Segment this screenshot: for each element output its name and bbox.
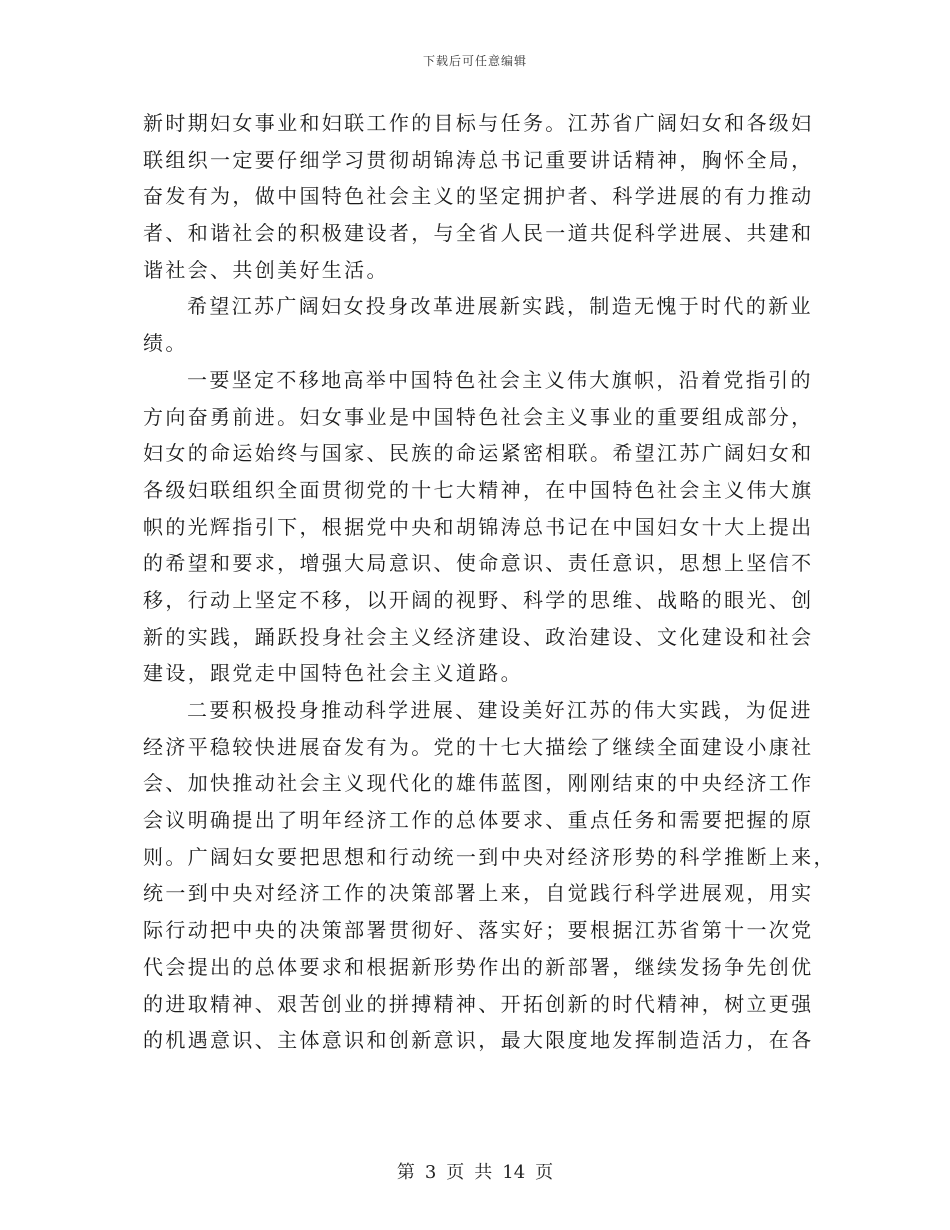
text-line: 的机遇意识、主体意识和创新意识，最大限度地发挥制造活力，在各 — [143, 1028, 814, 1053]
total-pages-number: 14 — [502, 1162, 526, 1183]
text-line: 谐社会、共创美好生活。 — [143, 257, 389, 282]
text-line: 际行动把中央的决策部署贯彻好、落实好；要根据江苏省第十一次党 — [143, 918, 814, 943]
text-line: 的希望和要求，增强大局意识、使命意识、责任意识，思想上坚信不 — [143, 551, 814, 576]
text-line: 绩。 — [143, 331, 188, 356]
text-line: 会、加快推动社会主义现代化的雄伟蓝图，刚刚结束的中央经济工作 — [143, 771, 814, 796]
text-line: 帜的光辉指引下，根据党中央和胡锦涛总书记在中国妇女十大上提出 — [143, 514, 814, 539]
paragraph-start-line: 希望江苏广阔妇女投身改革进展新实践，制造无愧于时代的新业 — [187, 294, 813, 319]
text-line: 奋发有为，做中国特色社会主义的坚定拥护者、科学进展的有力推动 — [143, 184, 814, 209]
text-line: 经济平稳较快进展奋发有为。党的十七大描绘了继续全面建设小康社 — [143, 734, 814, 759]
page-label-prefix: 第 — [396, 1162, 415, 1183]
text-line: 妇女的命运始终与国家、民族的命运紧密相联。希望江苏广阔妇女和 — [143, 441, 814, 466]
text-line: 新时期妇女事业和妇联工作的目标与任务。江苏省广阔妇女和各级妇 — [143, 111, 814, 135]
text-line: 各级妇联组织全面贯彻党的十七大精神，在中国特色社会主义伟大旗 — [143, 477, 814, 502]
text-line: 移，行动上坚定不移，以开阔的视野、科学的思维、战略的眼光、创 — [143, 587, 814, 612]
page-header: 下载后可任意编辑 — [422, 54, 527, 68]
text-line: 统一到中央对经济工作的决策部署上来，自觉践行科学进展观，用实 — [143, 881, 814, 906]
current-page-number: 3 — [424, 1162, 437, 1183]
text-line: 的进取精神、艰苦创业的拼搏精神、开拓创新的时代精神，树立更强 — [143, 991, 814, 1016]
text-line: 代会提出的总体要求和根据新形势作出的新部署，继续发扬争先创优 — [143, 954, 814, 979]
text-line: 会议明确提出了明年经济工作的总体要求、重点任务和需要把握的原 — [143, 808, 814, 833]
page-label-suffix: 页 — [535, 1162, 554, 1183]
page-label-mid1: 页 — [446, 1162, 465, 1183]
text-line: 联组织一定要仔细学习贯彻胡锦涛总书记重要讲话精神，胸怀全局， — [143, 147, 814, 172]
text-line: 建设，跟党走中国特色社会主义道路。 — [143, 661, 523, 686]
paragraph-start-line: 二要积极投身推动科学进展、建设美好江苏的伟大实践，为促进 — [187, 698, 813, 722]
document-body — [143, 105, 836, 1059]
text-line: 新的实践，踊跃投身社会主义经济建设、政治建设、文化建设和社会 — [143, 624, 814, 649]
paragraph-start-line: 一要坚定不移地高举中国特色社会主义伟大旗帜，沿着党指引的 — [187, 367, 813, 392]
text-line: 者、和谐社会的积极建设者，与全省人民一道共促科学进展、共建和 — [143, 221, 814, 246]
page-number — [0, 1158, 950, 1184]
text-line: 方向奋勇前进。妇女事业是中国特色社会主义事业的重要组成部分， — [143, 404, 814, 429]
text-line: 则。广阔妇女要把思想和行动统一到中央对经济形势的科学推断上来， — [143, 844, 836, 869]
page-label-mid2: 共 — [474, 1162, 493, 1183]
